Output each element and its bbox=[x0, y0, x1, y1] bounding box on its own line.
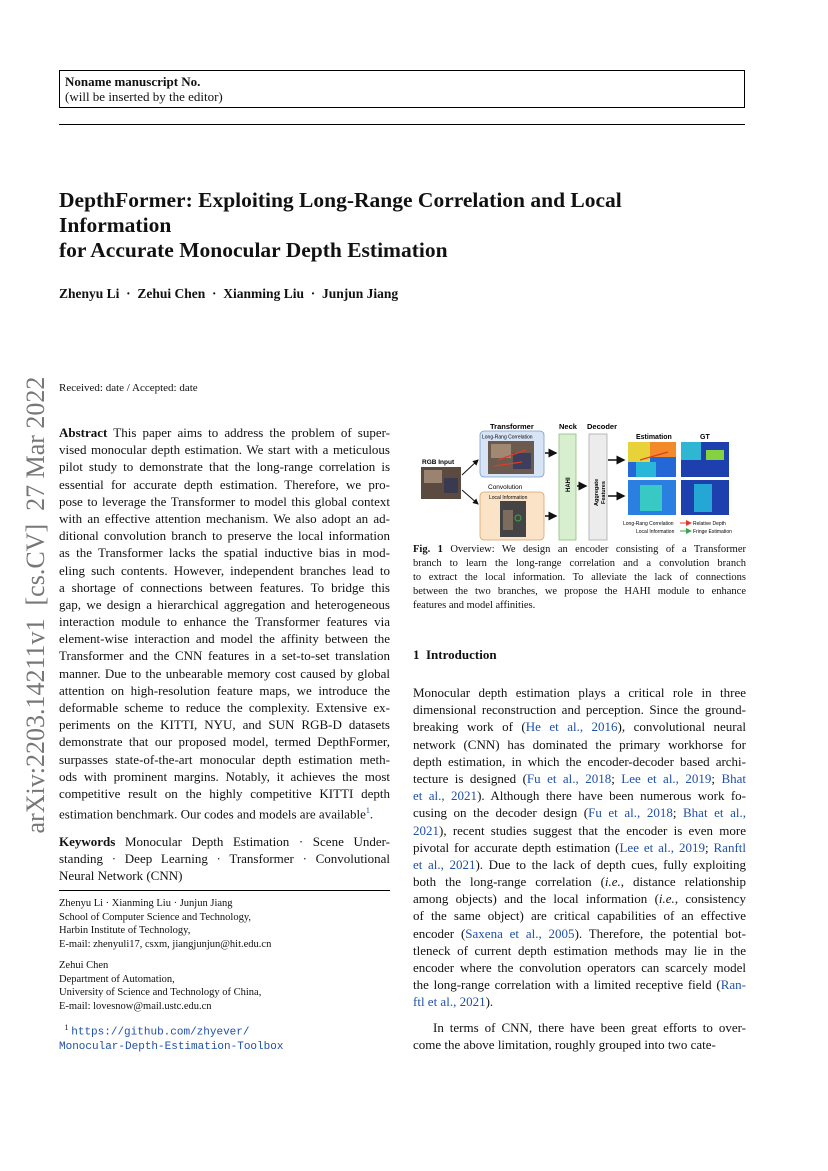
abstract-line: pilot study to demonstrate that the long-range correlation is bbox=[59, 459, 390, 475]
affiliation-line: Department of Automation, bbox=[59, 973, 175, 985]
decoder-label: Decoder bbox=[587, 422, 618, 431]
paragraph-line: encoder (Saxena et al., 2005). Therefore, the potential bot- bbox=[413, 925, 746, 941]
paragraph-line: In terms of CNN, there have been great efforts to over- bbox=[433, 1020, 746, 1035]
figure-caption bbox=[413, 543, 746, 613]
abstract-line: periments on the KITTI, NYU, and SUN RGB-D datasets bbox=[59, 717, 390, 733]
citation-link[interactable]: Bhat et al., bbox=[683, 805, 746, 821]
introduction-paragraph bbox=[413, 1019, 746, 1053]
paragraph-line: depth estimation, in which the encoder-decoder based archi- bbox=[413, 753, 746, 769]
affiliation-email: E-mail: lovesnow@mail.ustc.edu.cn bbox=[59, 1000, 212, 1012]
citation-link[interactable]: et al., 2021 bbox=[413, 856, 476, 872]
abstract-line: ditional convolution branch to preserve the local information bbox=[59, 528, 390, 544]
abstract-line: a shortage of connections between features. To bridge this bbox=[59, 579, 390, 595]
local-info-label: Local Information bbox=[489, 495, 528, 501]
keywords-line: standing · Deep Learning · Transformer · Convolutional bbox=[59, 851, 390, 867]
abstract-line: vised monocular depth estimation. We start with a meticulous bbox=[59, 442, 390, 458]
abstract-line: surpasses state-of-the-art monocular depth estimation meth- bbox=[59, 751, 390, 767]
paper-title bbox=[59, 188, 749, 263]
paragraph-line: tecture is designed (Fu et al., 2018; Lee et al., 2019; Bhat bbox=[413, 770, 746, 786]
caption-line: Fig. 1 Overview: We design an encoder consisting of a Transformer bbox=[413, 544, 746, 555]
abstract-line: deformable scheme to reduce the complexity. Extensive ex- bbox=[59, 700, 390, 715]
arxiv-identifier: arXiv:2203.14211v1 [cs.CV] 27 Mar 2022 bbox=[21, 376, 50, 834]
legend-relative-depth: Relative Depth bbox=[693, 521, 726, 527]
paragraph-line: of the same object) are critical capabilities of an effective bbox=[413, 908, 746, 924]
abstract-line: essential for accurate depth estimation. Therefore, we pro- bbox=[59, 476, 390, 492]
citation-link[interactable]: ftl et al., 2021 bbox=[413, 994, 486, 1010]
title-line: for Accurate Monocular Depth Estimation bbox=[59, 238, 448, 262]
rgb-input-label: RGB Input bbox=[422, 459, 455, 466]
author-list: Zhenyu Li · Zehui Chen · Xianming Liu · Junjun Jiang bbox=[59, 286, 399, 301]
title-line: Information bbox=[59, 213, 172, 237]
affiliation-line: School of Computer Science and Technology, bbox=[59, 911, 252, 923]
citation-link[interactable]: Lee et al., 2019 bbox=[621, 770, 712, 786]
paragraph-line: et al., 2021). Although there have been numerous work fo- bbox=[413, 788, 746, 804]
paragraph-line: come the above limitation, roughly grouped into two cate- bbox=[413, 1037, 716, 1053]
estimation-label: Estimation bbox=[636, 434, 672, 441]
paragraph-line: both the long-range correlation (i.e., distance relationship bbox=[413, 874, 746, 890]
abstract-line: Transformer and the CNN features in a set-to-set translation bbox=[59, 648, 390, 664]
section-heading-introduction: 1 Introduction bbox=[413, 647, 497, 662]
paragraph-line: network (CNN) has dominated the primary workhorse for bbox=[413, 736, 746, 752]
caption-line: to extract the local information. To alleviate the lack of connections bbox=[413, 572, 746, 583]
manuscript-header-box bbox=[59, 70, 745, 108]
affiliation-email: E-mail: zhenyuli17, csxm, jiangjunjun@hit.edu.cn bbox=[59, 938, 272, 950]
paragraph-line: ftl et al., 2021). bbox=[413, 994, 494, 1010]
abstract-line: manner. Due to the unbearable memory cost caused by global bbox=[59, 665, 390, 681]
neck-label: Neck bbox=[559, 422, 577, 431]
footnote-url[interactable]: Monocular-Depth-Estimation-Toolbox bbox=[59, 1040, 284, 1053]
affiliation-block bbox=[59, 897, 271, 951]
affiliation-rule bbox=[59, 890, 390, 891]
citation-link[interactable]: Fu et al., 2018 bbox=[526, 770, 612, 786]
affiliation-line: Zhenyu Li · Xianming Liu · Junjun Jiang bbox=[59, 898, 233, 909]
legend-fringe-estimation: Fringe Estimation bbox=[693, 529, 732, 535]
editor-note: (will be inserted by the editor) bbox=[65, 89, 223, 104]
arxiv-stamp bbox=[22, 362, 50, 848]
title-line: DepthFormer: Exploiting Long-Range Correlation and Local bbox=[59, 188, 622, 212]
emphasis: i.e. bbox=[658, 891, 675, 907]
abstract-line: element-wise interaction and model the affinity between the bbox=[59, 631, 390, 647]
citation-link[interactable]: Saxena et al., 2005 bbox=[465, 925, 575, 941]
transformer-label: Transformer bbox=[490, 422, 534, 431]
abstract-line: attention on high-resolution feature maps, we introduce the bbox=[59, 682, 390, 698]
paragraph-line: pivotal for accurate depth estimation (Lee et al., 2019; Ranftl bbox=[413, 839, 746, 855]
abstract-line: interaction module to enhance the Transformer features via bbox=[59, 614, 390, 630]
introduction-paragraph bbox=[413, 684, 746, 1011]
keywords-line: Keywords Monocular Depth Estimation · Scene Under- bbox=[59, 834, 390, 849]
paragraph-line: encoder where the convolution operators can scarcely model bbox=[413, 960, 746, 975]
citation-link[interactable]: Ran- bbox=[720, 977, 746, 993]
abstract-heading: Abstract bbox=[59, 425, 108, 440]
paragraph-line: 2021), recent studies suggest that the encoder is even more bbox=[413, 822, 746, 838]
citation-link[interactable]: Fu et al., 2018 bbox=[588, 805, 673, 821]
citation-link[interactable]: Bhat bbox=[721, 770, 746, 786]
legend-local-info: Local Information bbox=[636, 529, 675, 535]
features-label: Features bbox=[601, 481, 607, 504]
aggregate-label: Aggregate bbox=[594, 478, 600, 506]
abstract-line: demonstrate that our proposed model, termed DepthFormer, bbox=[59, 734, 390, 750]
paragraph-line: breaking work of (He et al., 2016), convolutional neural bbox=[413, 719, 746, 735]
paragraph-line: tleneck of current depth estimation methods may lie in the bbox=[413, 942, 746, 958]
paragraph-line: cusing on the decoder design (Fu et al., 2018; Bhat et al., bbox=[413, 805, 746, 821]
paragraph-line: et al., 2021). Due to the lack of depth cues, fully exploiting bbox=[413, 856, 746, 872]
figure-diagram bbox=[418, 420, 754, 542]
affiliation-line: Harbin Institute of Technology, bbox=[59, 925, 191, 937]
received-date: Received: date / Accepted: date bbox=[59, 382, 198, 394]
paragraph-line: among objects) and the local information (i.e., consistency bbox=[413, 891, 746, 907]
keywords bbox=[59, 833, 390, 885]
citation-link[interactable]: He et al., 2016 bbox=[525, 719, 618, 735]
top-rule bbox=[59, 124, 745, 125]
abstract-line: eling such contents. However, independent branches lead to bbox=[59, 562, 390, 578]
keywords-line: Neural Network (CNN) bbox=[59, 868, 183, 884]
caption-line: between the two branches, we propose the HAHI module to enhance bbox=[413, 586, 746, 597]
abstract-line: competitive result on the highly competitive KITTI depth bbox=[59, 785, 390, 801]
abstract-line: gap, we design a hierarchical aggregation and heterogeneous bbox=[59, 596, 390, 612]
affiliation-line: University of Science and Technology of China, bbox=[59, 987, 262, 999]
keywords-heading: Keywords bbox=[59, 834, 116, 849]
footnote-mark: 1 bbox=[64, 1023, 69, 1032]
gt-label: GT bbox=[700, 434, 710, 441]
abstract-line: as the Transformer lacks the spatial inductive bias in mod- bbox=[59, 545, 390, 561]
citation-link[interactable]: Lee et al., 2019 bbox=[619, 839, 705, 855]
long-range-label: Long-Rang Correlation bbox=[482, 434, 533, 441]
footnote-url[interactable]: https://github.com/zhyever/ bbox=[71, 1026, 250, 1039]
paragraph-line: dimensional reconstruction and perception. Since the ground- bbox=[413, 702, 746, 718]
affiliation-block bbox=[59, 959, 261, 1013]
citation-link[interactable]: 2021 bbox=[413, 822, 439, 838]
footnote-ref[interactable]: 1 bbox=[365, 806, 370, 816]
caption-line: features and model affinities. bbox=[413, 600, 536, 611]
figure-label: Fig. 1 bbox=[413, 544, 443, 555]
abstract bbox=[59, 424, 390, 822]
convolution-label: Convolution bbox=[488, 484, 523, 491]
overview-figure bbox=[418, 420, 754, 542]
paragraph-line: the long-range correlation with a limited receptive field (Ran- bbox=[413, 977, 746, 993]
hahi-label: HAHI bbox=[566, 477, 572, 492]
emphasis: i.e. bbox=[604, 874, 621, 890]
citation-link[interactable]: Ranftl bbox=[713, 839, 746, 855]
abstract-line: with an effective attention mechanism. We also adopt an ad- bbox=[59, 510, 390, 526]
footnote bbox=[59, 1021, 283, 1054]
citation-link[interactable]: et al., 2021 bbox=[413, 788, 478, 804]
caption-line: branch to learn the long-range correlation and a convolution branch bbox=[413, 558, 746, 569]
abstract-line: ods with prominent margins. Notably, it achieves the most bbox=[59, 768, 390, 784]
abstract-line: estimation benchmark. Our codes and models are available$^1$. bbox=[59, 806, 374, 822]
paragraph-line: Monocular depth estimation plays a critical role in three bbox=[413, 685, 746, 700]
legend-long-range: Long-Rang Correlation bbox=[623, 521, 674, 527]
manuscript-label: Noname manuscript No. bbox=[65, 74, 201, 89]
abstract-line: Abstract This paper aims to address the problem of super- bbox=[59, 425, 390, 440]
abstract-line: pose to leverage the Transformer to model this global context bbox=[59, 493, 390, 509]
affiliation-line: Zehui Chen bbox=[59, 960, 109, 971]
